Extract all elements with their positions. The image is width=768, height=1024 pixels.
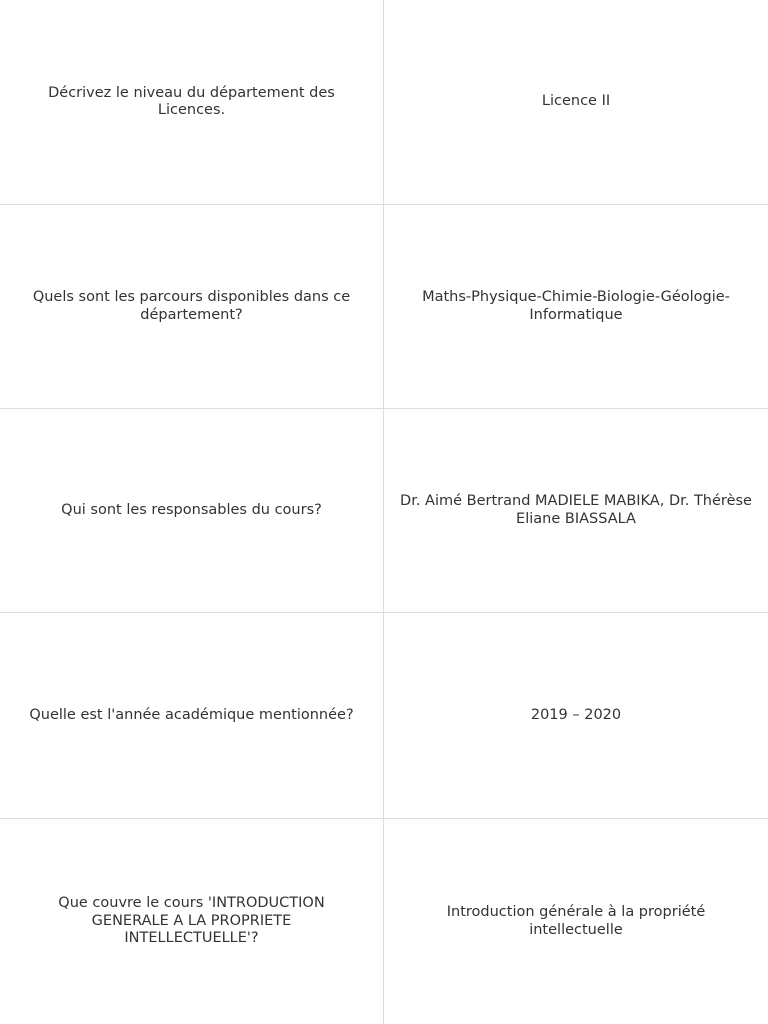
question-text: Quels sont les parcours disponibles dans ce département? bbox=[32, 289, 351, 323]
answer-cell bbox=[384, 613, 768, 819]
answer-text: Dr. Aimé Bertrand MADIELE MABIKA, Dr. Thérèse Eliane BIASSALA bbox=[400, 493, 752, 527]
answer-cell bbox=[384, 0, 768, 205]
question-text: Qui sont les responsables du cours? bbox=[61, 501, 322, 518]
answer-cell bbox=[384, 205, 768, 409]
answer-text: Maths-Physique-Chimie-Biologie-Géologie-Informatique bbox=[422, 289, 730, 323]
question-cell bbox=[0, 409, 384, 613]
question-text: Quelle est l'année académique mentionnée? bbox=[29, 706, 354, 723]
answer-cell bbox=[384, 409, 768, 613]
answer-text: Licence II bbox=[541, 93, 611, 110]
question-cell bbox=[0, 819, 384, 1024]
answer-cell bbox=[384, 819, 768, 1024]
question-cell bbox=[0, 0, 384, 205]
question-text: Décrivez le niveau du département des Licences. bbox=[48, 84, 335, 118]
question-cell bbox=[0, 205, 384, 409]
question-cell bbox=[0, 613, 384, 819]
answer-text: Introduction générale à la propriété intellectuelle bbox=[446, 904, 706, 938]
answer-text: 2019 – 2020 bbox=[530, 706, 622, 723]
question-text: Que couvre le cours 'INTRODUCTION GENERALE A LA PROPRIETE INTELLECTUELLE'? bbox=[58, 895, 325, 947]
